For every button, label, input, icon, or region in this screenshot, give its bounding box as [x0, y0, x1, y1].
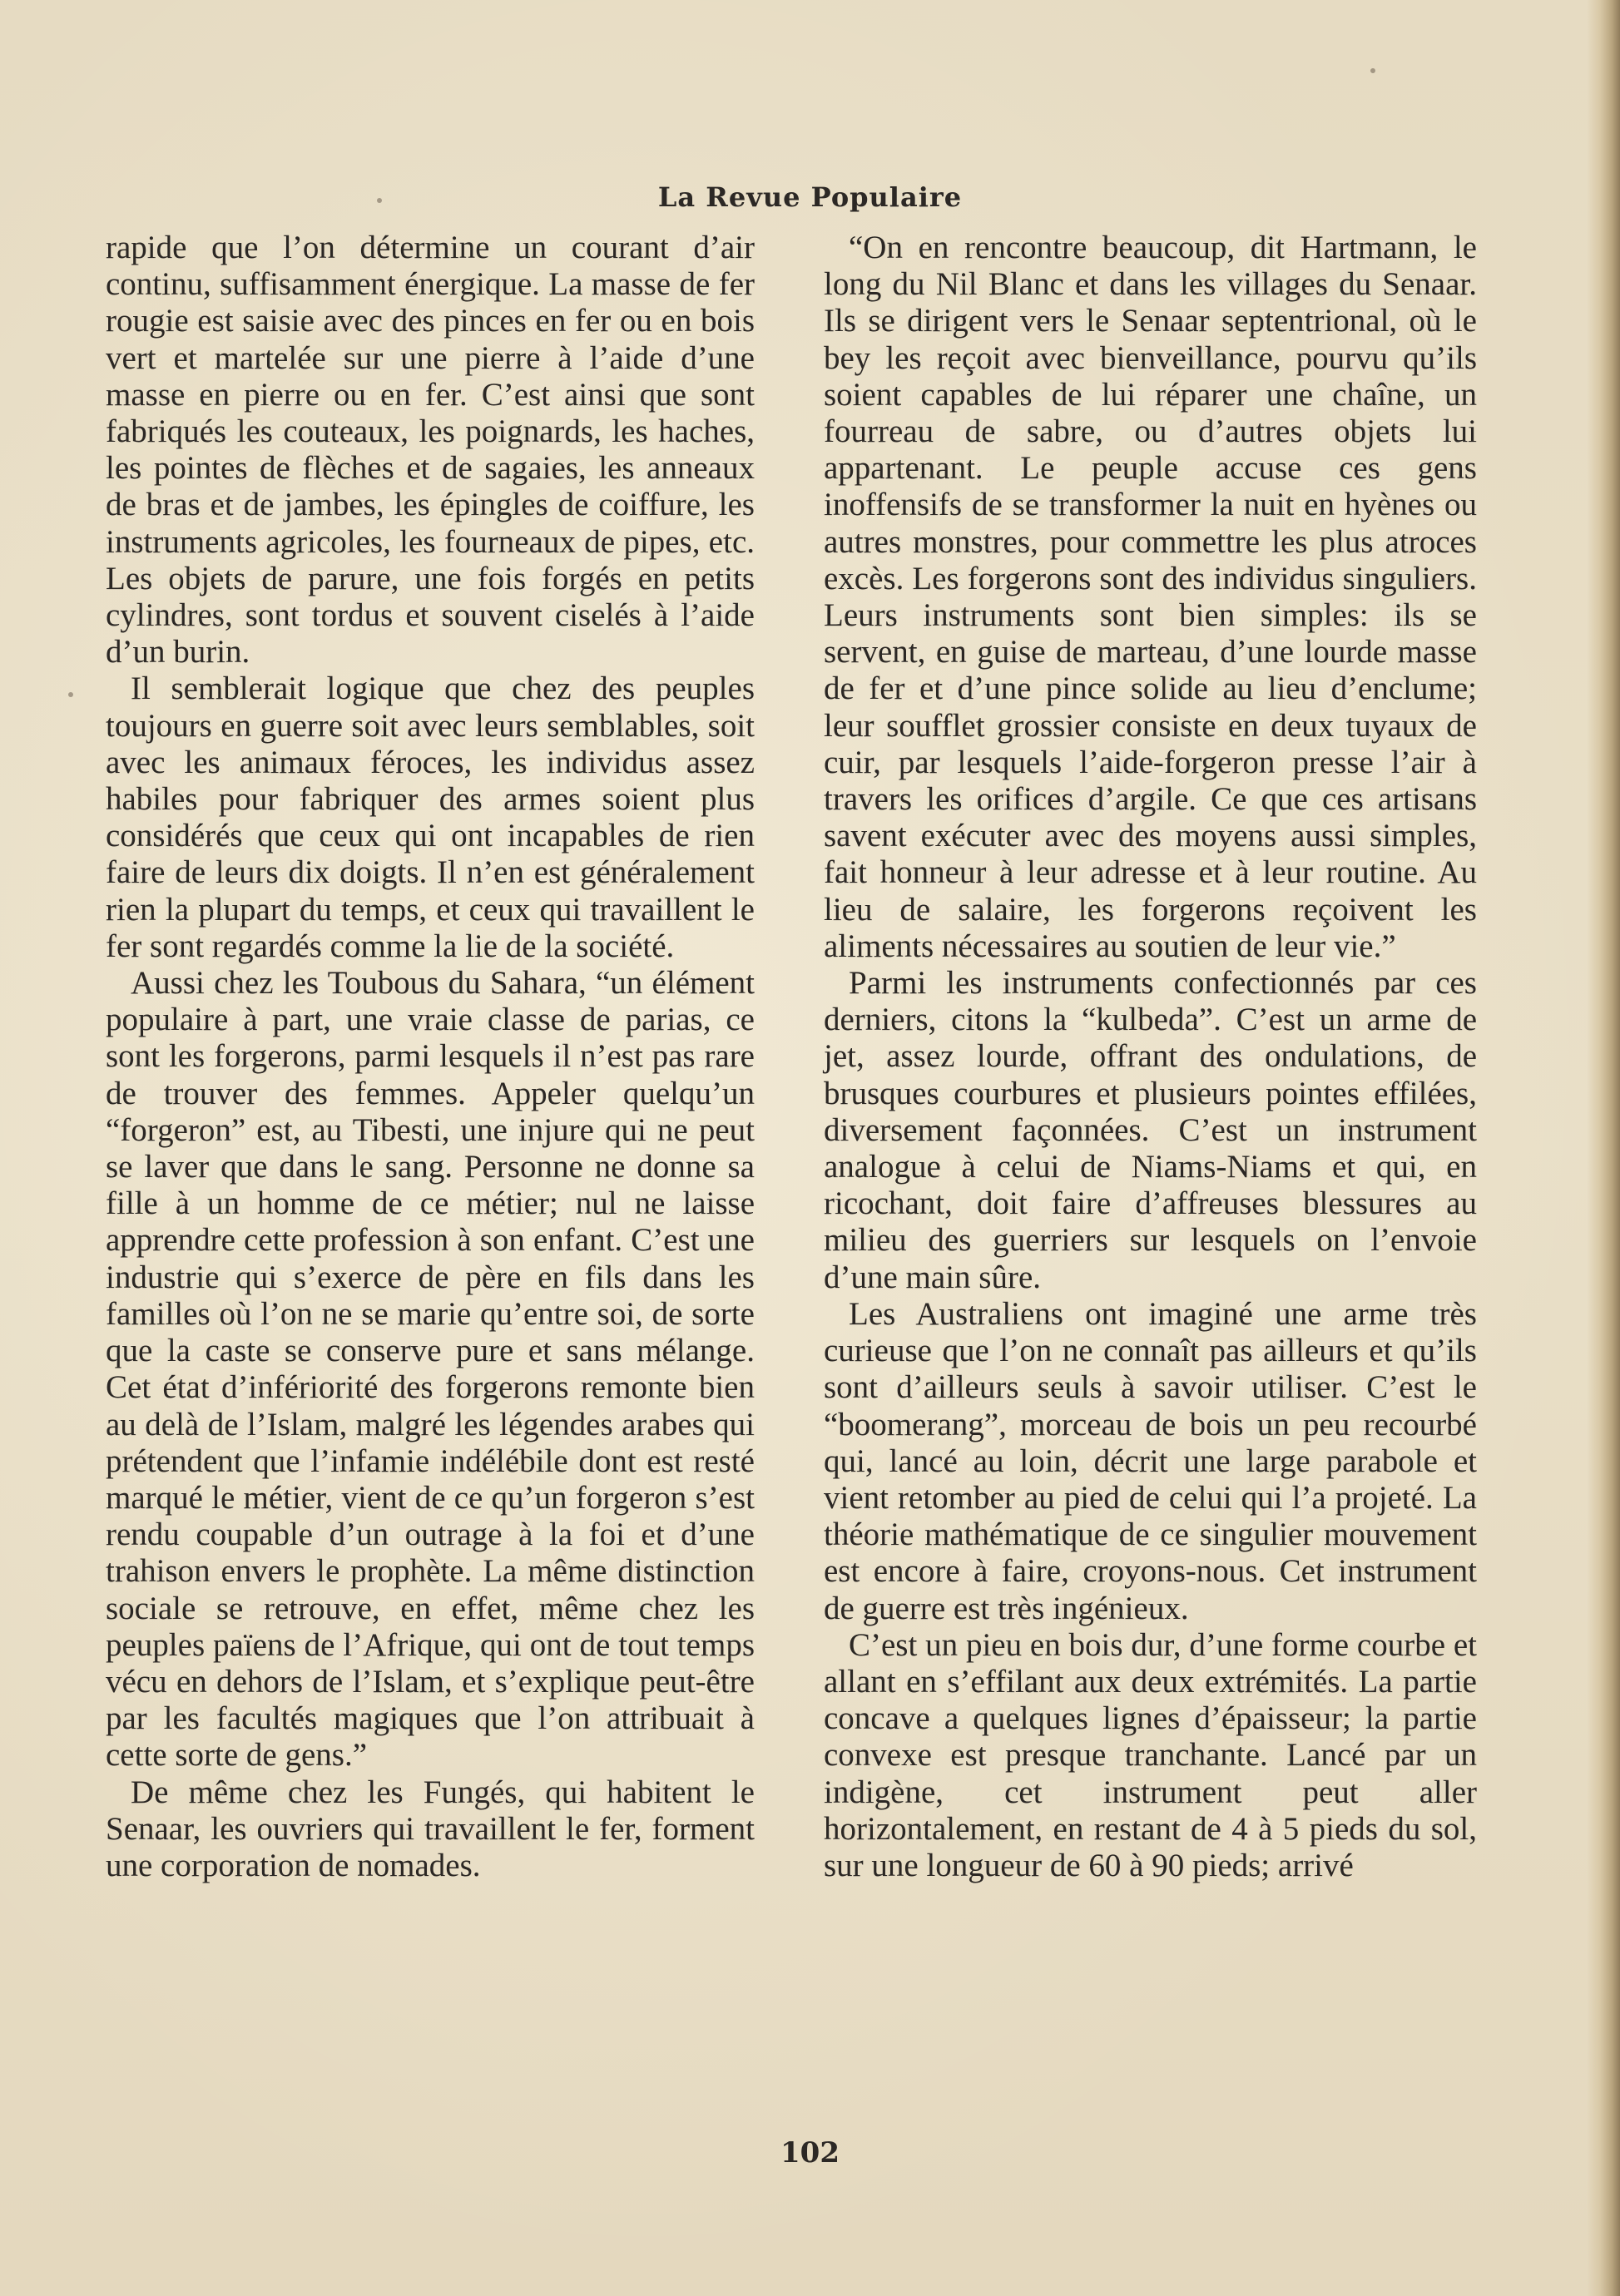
page-edge-shadow	[1587, 0, 1620, 2296]
paragraph: Aussi chez les Toubous du Sahara, “un élément populaire à part, une vraie classe de parias, ce sont les forgerons, parmi lesquels il n’est pas rare de trouver des femmes. Appeler quelqu’un “forgeron” est, au Tibesti, une injure qui ne peut se laver que dans le sang. Personne ne donne sa fille à un homme de ce métier; nul ne laisse apprendre cette profession à son enfant. C’est une industrie qui s’exerce de père en fils dans les familles où l’on ne se marie qu’entre soi, de sorte que la caste se conserve pure et sans mélange. Cet état d’infériorité des forgerons remonte bien au delà de l’Islam, malgré les légendes arabes qui prétendent que l’infamie indélébile dont est resté marqué le métier, vient de ce qu’un forgeron s’est rendu coupable d’un outrage à la foi et d’une trahison envers le prophète. La même distinction sociale se retrouve, en effet, même chez les peuples païens de l’Afrique, qui ont de tout temps vécu en dehors de l’Islam, et s’explique peut-être par les facultés magiques que l’on attribuait à cette sorte de gens.”	[106, 965, 755, 1774]
paragraph: Il semblerait logique que chez des peuples toujours en guerre soit avec leurs semblables, soit avec les animaux féroces, les individus assez habiles pour fabriquer des armes soient plus considérés que ceux qui ont incapables de rien faire de leurs dix doigts. Il n’en est généralement rien la plupart du temps, et ceux qui travaillent le fer sont regardés comme la lie de la société.	[106, 670, 755, 964]
paragraph: rapide que l’on détermine un courant d’air continu, suffisamment énergique. La masse de fer rougie est saisie avec des pinces en fer ou en bois vert et martelée sur une pierre à l’aide d’une masse en pierre ou en fer. C’est ainsi que sont fabriqués les couteaux, les poignards, les haches, les pointes de flèches et de sagaies, les anneaux de bras et de jambes, les épingles de coiffure, les instruments agricoles, les fourneaux de pipes, etc. Les objets de parure, une fois forgés en petits cylindres, sont tordus et souvent ciselés à l’aide d’un burin.	[106, 230, 755, 670]
paragraph: Parmi les instruments confectionnés par ces derniers, citons la “kulbeda”. C’est un arme de jet, assez lourde, offrant des ondulations, de brusques courbures et plusieurs pointes effilées, diversement façonnées. C’est un instrument analogue à celui de Niams-Niams et qui, en ricochant, doit faire d’affreuses blessures au milieu des guerriers sur lesquels on l’envoie d’une main sûre.	[824, 965, 1477, 1295]
page-number: 102	[780, 2136, 840, 2170]
paragraph: De même chez les Fungés, qui habitent le Senaar, les ouvriers qui travaillent le fer, forment une corporation de nomades.	[106, 1774, 755, 1883]
text-column-right	[824, 230, 1477, 1884]
paragraph: “On en rencontre beaucoup, dit Hartmann, le long du Nil Blanc et dans les villages du Senaar. Ils se dirigent vers le Senaar septentrional, où le bey les reçoit avec bienveillance, pourvu qu’ils soient capables de lui réparer une chaîne, un fourreau de sabre, ou d’autres objets lui appartenant. Le peuple accuse ces gens inoffensifs de se transformer la nuit en hyènes ou autres monstres, pour commettre les plus atroces excès. Les forgerons sont des individus singuliers. Leurs instruments sont bien simples: ils se servent, en guise de marteau, d’une lourde masse de fer et d’une pince solide au lieu d’enclume; leur soufflet grossier consiste en deux tuyaux de cuir, par lesquels l’aide-forgeron presse l’air à travers les orifices d’argile. Ce que ces artisans savent exécuter avec des moyens aussi simples, fait honneur à leur adresse et à leur routine. Au lieu de salaire, les forgerons reçoivent les aliments nécessaires au soutien de leur vie.”	[824, 230, 1477, 964]
text-column-left	[106, 230, 755, 1884]
print-speck	[68, 692, 73, 697]
running-title: La Revue Populaire	[657, 181, 963, 213]
paragraph: Les Australiens ont imaginé une arme très curieuse que l’on ne connaît pas ailleurs et qu’ils sont d’ailleurs seuls à savoir utiliser. C’est le “boomerang”, morceau de bois un peu recourbé qui, lancé au loin, décrit une large parabole et vient retomber au pied de celui qui l’a projeté. La théorie mathématique de ce singulier mouvement est encore à faire, croyons-nous. Cet instrument de guerre est très ingénieux.	[824, 1295, 1477, 1626]
paragraph: C’est un pieu en bois dur, d’une forme courbe et allant en s’effilant aux deux extrémités. La partie concave a quelques lignes d’épaisseur; la partie convexe est presque tranchante. Lancé par un indigène, cet instrument peut aller horizontalement, en restant de 4 à 5 pieds du sol, sur une longueur de 60 à 90 pieds; arrivé	[824, 1626, 1477, 1883]
print-speck	[1370, 68, 1375, 73]
